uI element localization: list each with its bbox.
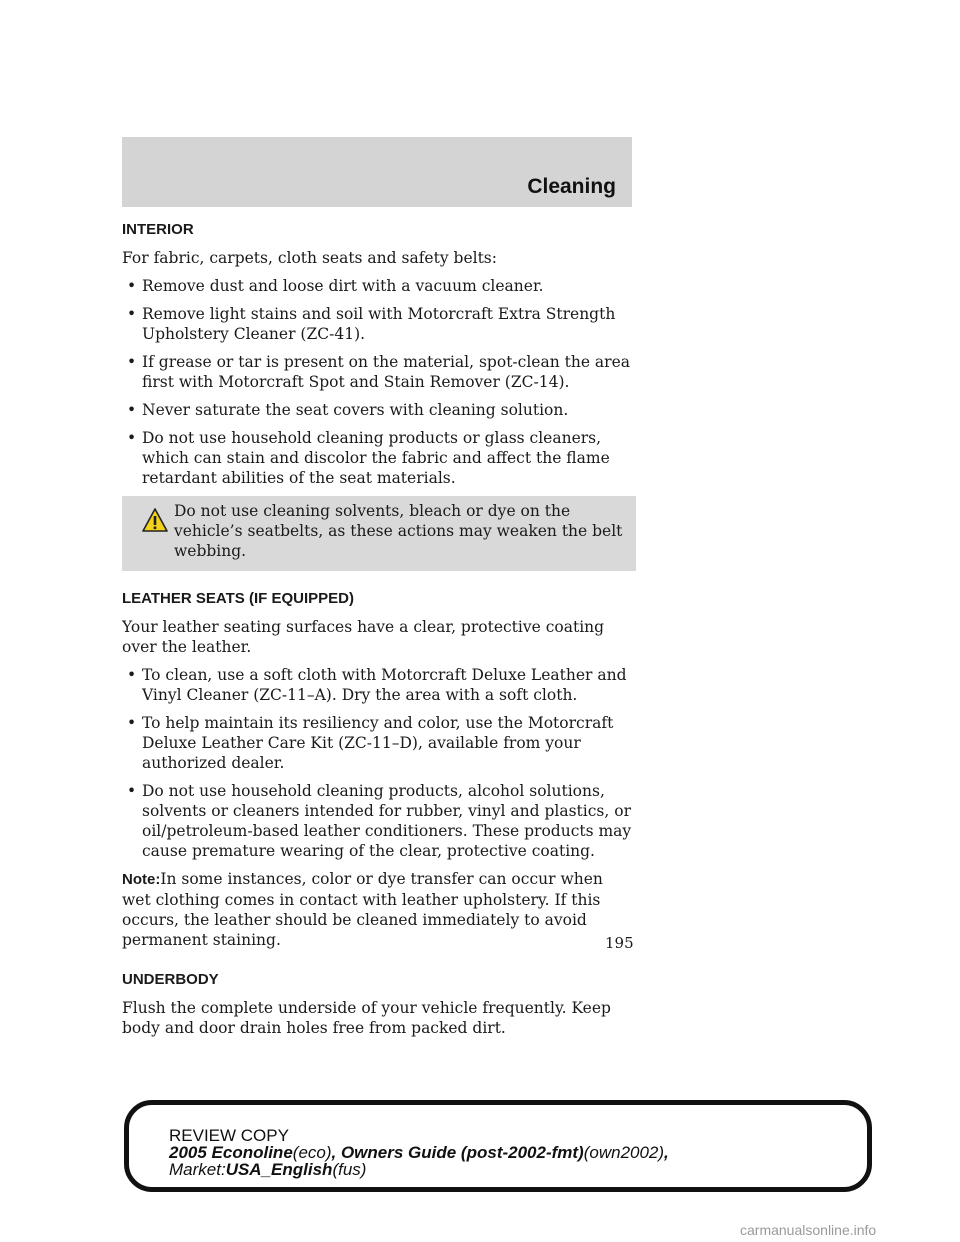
review-line-3: [169, 1161, 669, 1178]
list-item: [122, 304, 636, 344]
bullet-icon: •: [127, 305, 137, 323]
bullet-icon: •: [127, 666, 137, 684]
list-item: [122, 352, 636, 392]
guide-code: (own2002): [583, 1143, 665, 1162]
market-code: (fus): [332, 1160, 367, 1179]
list-item: [122, 428, 636, 488]
bullet-icon: •: [127, 714, 137, 732]
underbody-heading: UNDERBODY: [122, 971, 219, 988]
warning-text: Do not use cleaning solvents, bleach or dye on the vehicle’s seatbelts, as these actions may weaken the belt webbing.: [174, 502, 623, 560]
market-label: Market:: [169, 1160, 226, 1179]
interior-bullet-list: [122, 276, 636, 488]
model-name: 2005 Econoline: [169, 1143, 293, 1162]
section-title: Cleaning: [527, 175, 616, 198]
model-code: (eco): [292, 1143, 332, 1162]
list-item-text: To help maintain its resiliency and color, use the Motorcraft Deluxe Leather Care Kit (ZC-11–D), available from your authorized dealer.: [142, 714, 614, 772]
list-item-text: To clean, use a soft cloth with Motorcraft Deluxe Leather and Vinyl Cleaner (ZC-11–A). Dry the area with a soft cloth.: [142, 666, 627, 704]
market-value: USA_English: [225, 1160, 333, 1179]
list-item: [122, 713, 636, 773]
list-item-text: Never saturate the seat covers with cleaning solution.: [142, 401, 569, 419]
review-line-2: [169, 1144, 669, 1161]
list-item: [122, 781, 636, 861]
separator: ,: [664, 1143, 669, 1162]
note-label: Note:: [122, 871, 161, 888]
page-content: [122, 220, 636, 1046]
interior-intro: For fabric, carpets, cloth seats and safety belts:: [122, 249, 497, 267]
bullet-icon: •: [127, 401, 137, 419]
leather-heading: LEATHER SEATS (IF EQUIPPED): [122, 590, 354, 607]
list-item: [122, 665, 636, 705]
list-item: [122, 276, 636, 296]
leather-note: [122, 869, 636, 950]
list-item-text: Do not use household cleaning products or glass cleaners, which can stain and discolor the fabric and affect the flame retardant abilities of the seat materials.: [142, 429, 610, 487]
list-item-text: Remove dust and loose dirt with a vacuum cleaner.: [142, 277, 544, 295]
leather-intro: Your leather seating surfaces have a clear, protective coating over the leather.: [122, 618, 605, 656]
bullet-icon: •: [127, 782, 137, 800]
list-item: [122, 400, 636, 420]
review-line-1: REVIEW COPY: [169, 1126, 289, 1145]
review-copy-text: [169, 1127, 669, 1178]
leather-bullet-list: [122, 665, 636, 861]
bullet-icon: •: [127, 429, 137, 447]
review-copy-box: [124, 1100, 872, 1192]
guide-name: , Owners Guide (post-2002-fmt): [331, 1143, 584, 1162]
list-item-text: If grease or tar is present on the material, spot-clean the area first with Motorcraft Spot and Stain Remover (ZC-14).: [142, 353, 630, 391]
warning-box: [122, 496, 636, 571]
bullet-icon: •: [127, 353, 137, 371]
bullet-icon: •: [127, 277, 137, 295]
page-number: 195: [605, 934, 634, 952]
warning-triangle-icon: [141, 507, 169, 533]
section-header: [122, 137, 632, 207]
underbody-text: Flush the complete underside of your vehicle frequently. Keep body and door drain holes free from packed dirt.: [122, 999, 611, 1037]
list-item-text: Remove light stains and soil with Motorcraft Extra Strength Upholstery Cleaner (ZC-41).: [142, 305, 616, 343]
interior-heading: INTERIOR: [122, 221, 194, 238]
watermark: carmanualsonline.info: [740, 1222, 877, 1238]
note-text: In some instances, color or dye transfer can occur when wet clothing comes in contact with leather upholstery. If this occurs, the leather should be cleaned immediately to avoid permanent staining.: [122, 870, 603, 949]
list-item-text: Do not use household cleaning products, alcohol solutions, solvents or cleaners intended for rubber, vinyl and plastics, or oil/petroleum-based leather conditioners. These products may cause premature wearing of the clear, protective coating.: [142, 782, 632, 860]
